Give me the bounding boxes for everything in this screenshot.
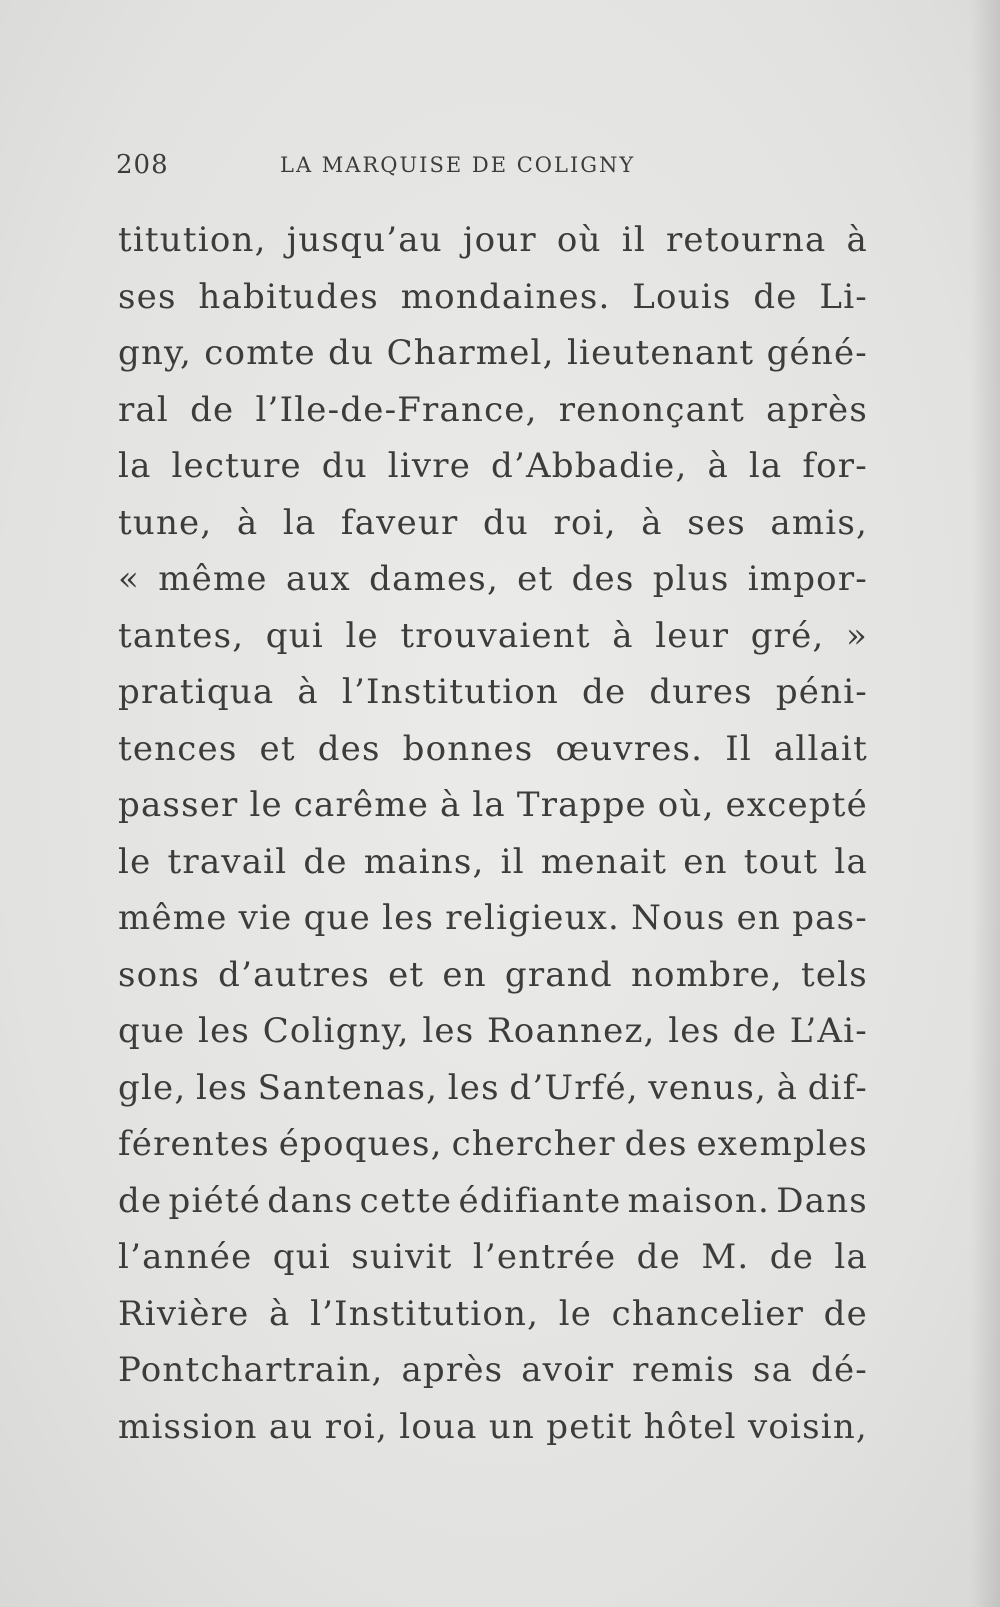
text-line: férentes époques, chercher des exemples xyxy=(118,1124,868,1164)
text-line: gny, comte du Charmel, lieutenant géné- xyxy=(118,333,868,373)
text-line: Rivière à l’Institution, le chancelier de xyxy=(118,1293,868,1334)
text-line: l’année qui suivit l’entrée de M. de la xyxy=(118,1237,868,1277)
text-line: sons d’autres et en grand nombre, tels xyxy=(118,954,868,995)
running-title: LA MARQUISE DE COLIGNY xyxy=(280,153,636,177)
page-number: 208 xyxy=(116,150,169,180)
text-line: la lecture du livre d’Abbadie, à la for- xyxy=(118,446,868,486)
body-text xyxy=(118,212,868,1455)
text-line: tune, à la faveur du roi, à ses amis, xyxy=(118,502,868,543)
text-line: même vie que les religieux. Nous en pas- xyxy=(118,898,868,938)
text-line: de piété dans cette édifiante maison. Dans xyxy=(118,1180,868,1221)
text-line: mission au roi, loua un petit hôtel voisin, xyxy=(118,1406,868,1447)
text-line: tences et des bonnes œuvres. Il allait xyxy=(118,728,868,769)
text-line: Pontchartrain, après avoir remis sa dé- xyxy=(118,1350,868,1390)
text-line: que les Coligny, les Roannez, les de L’Ai- xyxy=(118,1011,868,1051)
text-line: passer le carême à la Trappe où, excepté xyxy=(118,785,868,825)
page-edge-shadow xyxy=(970,0,1000,1607)
text-line: « même aux dames, et des plus impor- xyxy=(118,559,868,599)
text-line: le travail de mains, il menait en tout la xyxy=(118,841,868,882)
text-line: tantes, qui le trouvaient à leur gré, » xyxy=(118,615,868,656)
text-line: gle, les Santenas, les d’Urfé, venus, à dif- xyxy=(118,1067,868,1108)
running-head xyxy=(116,150,716,190)
text-line: titution, jusqu’au jour où il retourna à xyxy=(118,220,868,260)
text-line: ses habitudes mondaines. Louis de Li- xyxy=(118,276,868,317)
text-line: ral de l’Ile-de-France, renonçant après xyxy=(118,389,868,430)
text-line: pratiqua à l’Institution de dures péni- xyxy=(118,672,868,712)
